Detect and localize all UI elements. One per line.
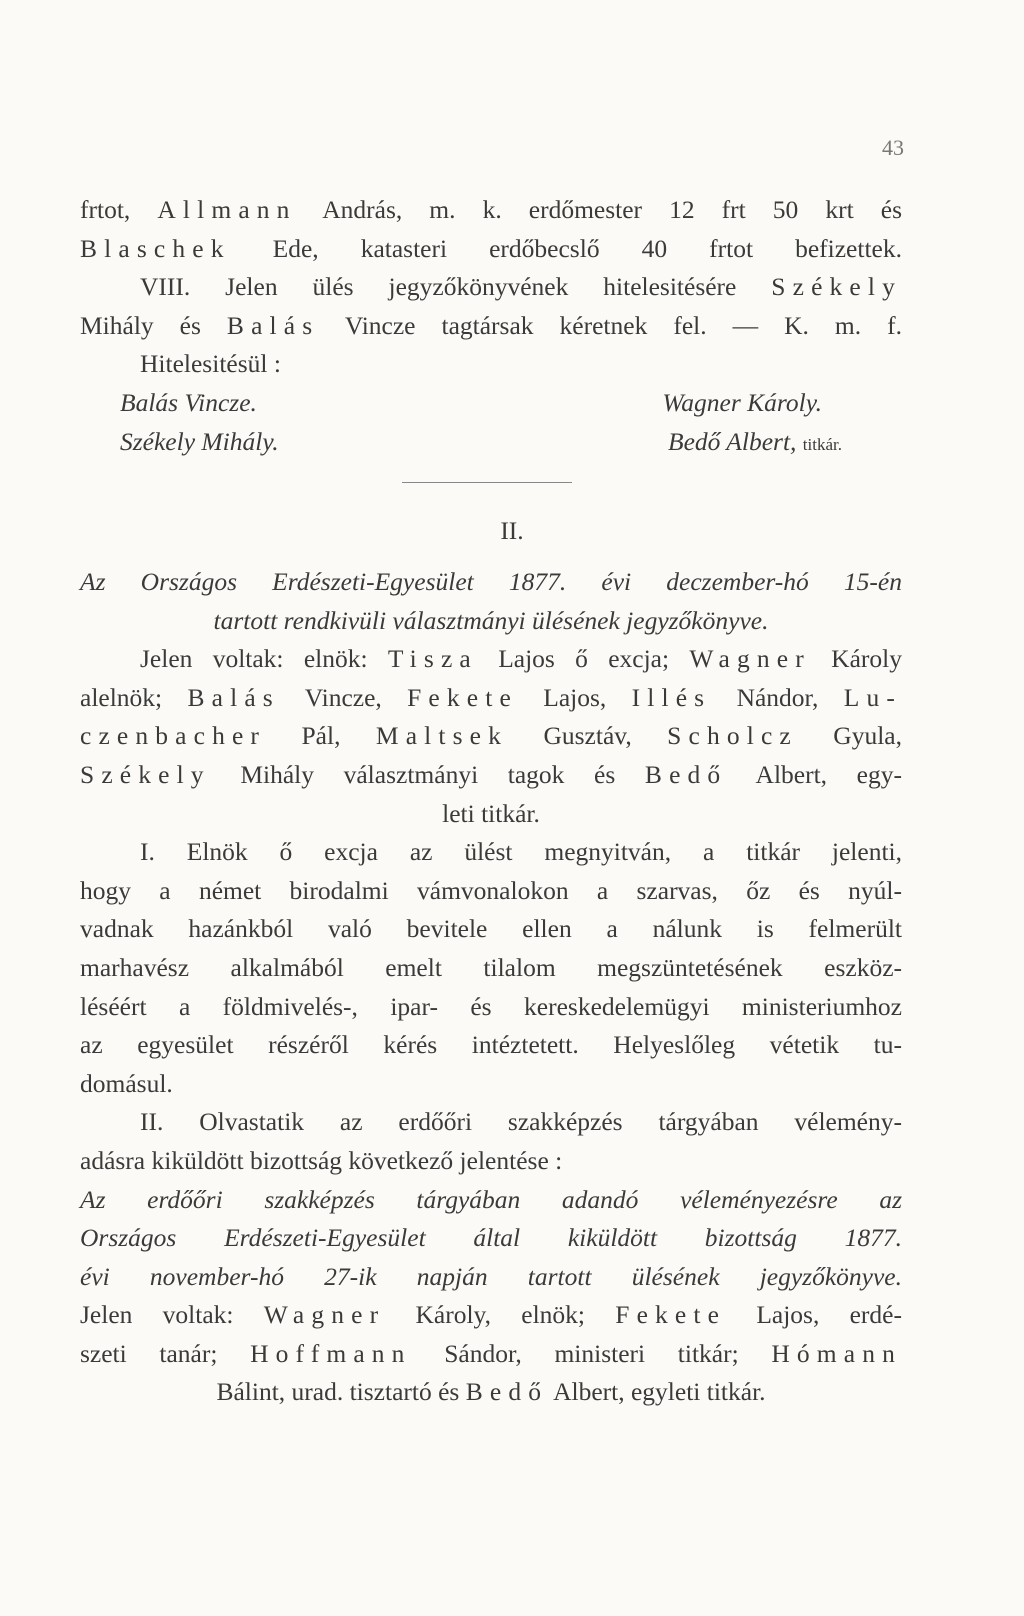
signature-row <box>80 423 902 465</box>
line: az egyesület részéről kérés intéztetett. Helyeslőleg vétetik tu- <box>80 1030 902 1060</box>
signature-bedo-name: Bedő Albert, <box>668 426 797 456</box>
heading-line: tartott rendkivüli választmányi ülésének jegyzőkönyve. <box>213 605 769 635</box>
subheading-line: Országos Erdészeti-Egyesület által kiküldött bizottság 1877. <box>80 1223 902 1253</box>
text-run: Albert, egyleti titkár. <box>548 1377 766 1407</box>
spaced-name: Fekete <box>407 682 518 712</box>
text-run: Lajos, erdé- <box>726 1300 902 1330</box>
spaced-name: Allmann <box>157 195 297 224</box>
attestation-label: Hitelesitésül : <box>140 349 281 379</box>
line: I. Elnök ő excja az ülést megnyitván, a titkár jelenti, <box>140 837 902 867</box>
text-run: Károly, elnök; <box>385 1300 616 1330</box>
line: II. Olvastatik az erdőőri szakképzés tárgyában vélemény- <box>140 1107 902 1137</box>
spaced-name: Illés <box>631 682 712 712</box>
text-run: Jelen voltak: elnök: <box>140 644 388 674</box>
line <box>80 307 902 346</box>
spaced-name: Hómann <box>771 1338 903 1368</box>
heading-line: Az Országos Erdészeti-Egyesület 1877. évi deczember-hó 15-én <box>80 567 902 596</box>
line <box>80 756 902 795</box>
text-run: Lajos ő excja; <box>477 644 690 674</box>
signature-balas: Balás Vincze. <box>120 387 257 417</box>
spaced-name: Wagner <box>689 644 811 674</box>
spaced-name: Hoffmann <box>250 1338 412 1368</box>
line: vadnak hazánkból való bevitele ellen a nálunk is felmerült <box>80 914 902 944</box>
text-run: Pál, <box>266 721 376 751</box>
text-run: Lajos, <box>517 682 632 712</box>
line: hogy a német birodalmi vámvonalokon a szarvas, őz és nyúl- <box>80 875 902 905</box>
text-block-main <box>80 563 902 1412</box>
spaced-name: Scholcz <box>667 721 798 751</box>
text-run: Mihály választmányi tagok és <box>210 759 645 789</box>
line: domásul. <box>80 1068 173 1098</box>
text-run: Ede, katasteri erdőbecslő 40 frtot befizettek. <box>230 233 902 263</box>
text-run: VIII. Jelen ülés jegyzőkönyvének hitelesitésére <box>140 272 772 302</box>
spaced-name: Bedő <box>644 759 728 789</box>
section-number: II. <box>500 516 524 545</box>
spaced-name: Balás <box>226 310 320 340</box>
line <box>80 1296 902 1335</box>
line: marhavész alkalmából emelt tilalom megszüntetésének eszköz- <box>80 952 902 982</box>
text-run: András, m. k. erdőmester 12 frt 50 krt és <box>296 195 902 224</box>
text-run: Mihály és <box>80 310 227 340</box>
spaced-name: Blaschek <box>80 233 231 263</box>
line <box>80 191 902 230</box>
spaced-name: Wagner <box>263 1300 386 1330</box>
text-run: Nándor, <box>711 682 844 712</box>
spaced-name: Balás <box>187 682 280 712</box>
signature-title: titkár. <box>802 434 842 454</box>
text-run: Vincze tagtársak kéretnek fel. — K. m. f. <box>319 310 902 340</box>
line <box>80 679 902 718</box>
text-block-top <box>80 191 902 464</box>
text-run: Jelen voltak: <box>80 1300 264 1330</box>
spaced-name: Bedő <box>465 1377 549 1407</box>
subheading-line: Az erdőőri szakképzés tárgyában adandó véleményezésre az <box>80 1184 902 1214</box>
text-run: Bálint, urad. tisztartó és <box>216 1377 466 1407</box>
text-run: Gyula, <box>797 721 902 751</box>
spaced-name: Lu- <box>843 682 902 712</box>
text-run: szeti tanár; <box>80 1338 251 1368</box>
line <box>80 717 902 756</box>
line <box>80 230 902 269</box>
line: leti titkár. <box>442 798 540 828</box>
line <box>80 640 902 679</box>
line <box>80 268 902 307</box>
signature-bedo <box>668 423 862 465</box>
spaced-name: Székely <box>80 759 211 789</box>
spaced-name: Tisza <box>387 644 478 674</box>
line <box>80 1335 902 1374</box>
section-divider <box>402 482 572 483</box>
spaced-name: Székely <box>771 272 902 302</box>
text-run: Vincze, <box>279 682 408 712</box>
signature-row <box>80 384 902 423</box>
spaced-name: Fekete <box>615 1300 727 1330</box>
text-run: frtot, <box>80 195 158 224</box>
text-run: Albert, egy- <box>727 759 902 789</box>
text-run: Sándor, ministeri titkár; <box>411 1338 772 1368</box>
text-run: Gusztáv, <box>508 721 668 751</box>
signature-szekely: Székely Mihály. <box>120 426 279 456</box>
page-number: 43 <box>882 135 904 160</box>
text-run: alelnök; <box>80 682 188 712</box>
spaced-name: czenbacher <box>80 721 267 751</box>
line: léséért a földmivelés-, ipar- és kereskedelemügyi ministeriumhoz <box>80 991 902 1021</box>
spaced-name: Maltsek <box>375 721 509 751</box>
subheading-line: évi november-hó 27-ik napján tartott ülésének jegyzőkönyve. <box>80 1261 902 1291</box>
signature-wagner: Wagner Károly. <box>662 387 822 417</box>
line <box>80 1373 902 1412</box>
text-run: Károly <box>810 644 902 674</box>
line: adásra kiküldött bizottság következő jelentése : <box>80 1145 563 1175</box>
